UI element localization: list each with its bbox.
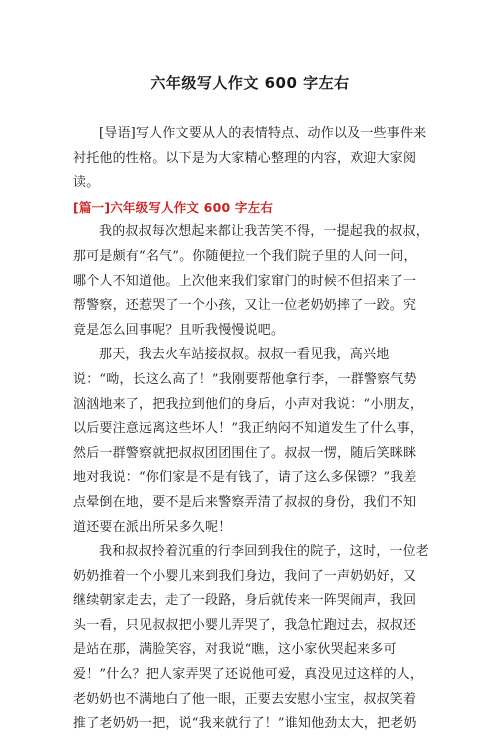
body-paragraph-3: 我和叔叔拎着沉重的行李回到我住的院子，这时，一位老奶奶推着一个小婴儿来到我们身边，我问了一声奶奶好，又继续朝家走去，走了一段路，身后就传来一阵哭闹声，我回头一看，只见叔叔把小婴儿弄哭了，我急忙跑过去，叔叔还是站在那，满脸笑容，对我说“瞧，这小家伙哭起来多可爱！”什么？把人家弄哭了还说他可爱，真没见过这样的人，老奶奶也不满地白了他一眼，正要去安慰小宝宝，叔叔笑着推了老奶奶一把，说“我来就行了！”谁知他劲太大，把老奶 [73, 544, 430, 732]
document-body [73, 122, 429, 737]
intro-paragraph: [导语]写人作文要从人的表情特点、动作以及一些事件来衬托他的性格。以下是为大家精心整理的内容，欢迎大家阅读。 [73, 126, 427, 191]
section-heading: [篇一]六年级写人作文 600 字左右 [73, 199, 274, 215]
body-paragraph-2: 那天，我去火车站接叔叔。叔叔一看见我，高兴地说：“呦，长这么高了！”我刚要帮他拿行李，一群警察气势汹汹地来了，把我拉到他们的身后，小声对我说：“小朋友，以后要注意远离这些坏人！”我正纳闷不知道发生了什么事，然后一群警察就把叔叔团团围住了。叔叔一愣，随后笑眯眯地对我说：“你们家是不是有钱了，请了这么多保镖？”我差点晕倒在地，要不是后来警察弄清了叔叔的身份，我们不知道还要在派出所呆多久呢！ [73, 347, 424, 535]
document-title: 六年级写人作文 600 字左右 [150, 74, 350, 92]
body-paragraph-1: 我的叔叔每次想起来都让我苦笑不得，一提起我的叔叔，那可是颇有“名气”。你随便拉一个我们院子里的人问一问，哪个人不知道他。上次他来我们家窜门的时候不但招来了一帮警察，还惹哭了一个小孩，又让一位老奶奶摔了一跤。究竟是怎么回事呢？且听我慢慢说吧。 [73, 224, 430, 338]
